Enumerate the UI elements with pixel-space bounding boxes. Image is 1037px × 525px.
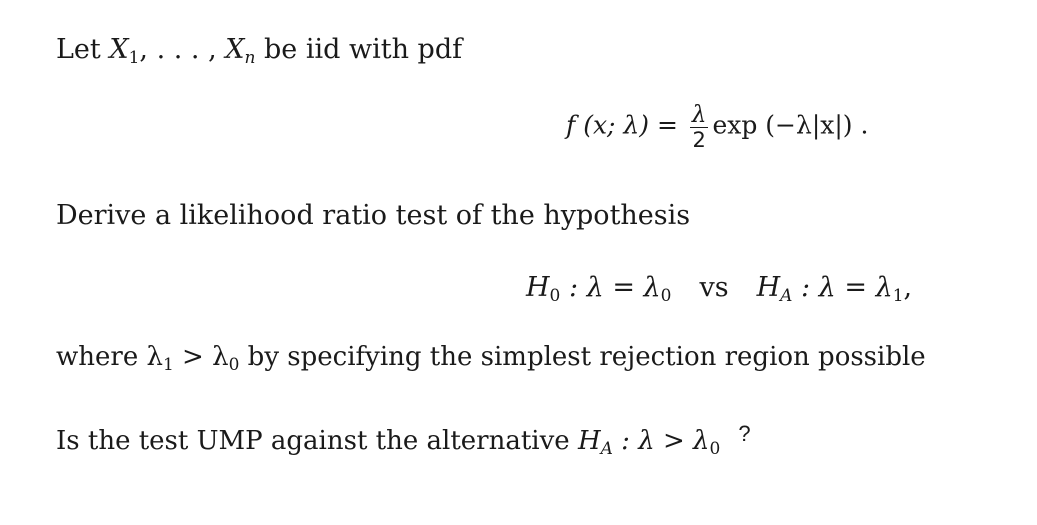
pdf-rhs: exp (−λ|x|) .: [712, 110, 869, 140]
question-mark: ?: [738, 421, 751, 446]
h0-symbol: H: [526, 272, 550, 303]
ha-rest: : λ = λ: [792, 272, 893, 303]
where-sentence: [56, 344, 926, 374]
h0-sub: 0: [549, 286, 561, 306]
where-mid: > λ: [173, 342, 229, 372]
intro-prefix: Let: [56, 34, 110, 65]
intro-sub-1: 1: [128, 48, 140, 68]
ump-rest: : λ > λ: [612, 426, 710, 456]
intro-var-x1: X: [109, 34, 129, 65]
pdf-lhs: f (x; λ) =: [566, 110, 686, 140]
intro-var-xn: X: [225, 34, 245, 65]
where-sub-0: 0: [228, 355, 240, 375]
where-sub-1: 1: [162, 355, 174, 375]
pdf-fraction: [690, 103, 709, 151]
hypothesis-equation: [526, 274, 912, 305]
pdf-numerator: λ: [691, 102, 707, 128]
vs-text: vs: [699, 272, 729, 303]
intro-sub-n: n: [244, 48, 256, 68]
pdf-denominator: 2: [692, 128, 706, 153]
where-suffix: by specifying the simplest rejection region possible: [239, 342, 926, 372]
where-prefix: where λ: [56, 342, 163, 372]
ump-prefix: Is the test UMP against the alternative: [56, 426, 578, 456]
h0-val-sub: 0: [660, 286, 672, 306]
ump-question: [56, 423, 751, 458]
intro-suffix: be iid with pdf: [255, 34, 463, 65]
ump-h: H: [577, 426, 601, 456]
ump-rest-sub: 0: [709, 439, 721, 459]
intro-dots: , . . . ,: [139, 34, 226, 65]
ump-h-sub: A: [600, 439, 613, 459]
intro-sentence: [56, 36, 462, 67]
ha-val-sub: 1: [892, 286, 904, 306]
ha-symbol: H: [756, 272, 781, 303]
ha-sub: A: [780, 286, 793, 306]
hyp-end: ,: [903, 272, 913, 303]
pdf-equation: [566, 103, 868, 151]
h0-rest: : λ = λ: [560, 272, 661, 303]
derive-sentence: Derive a likelihood ratio test of the hypothesis: [56, 200, 691, 231]
